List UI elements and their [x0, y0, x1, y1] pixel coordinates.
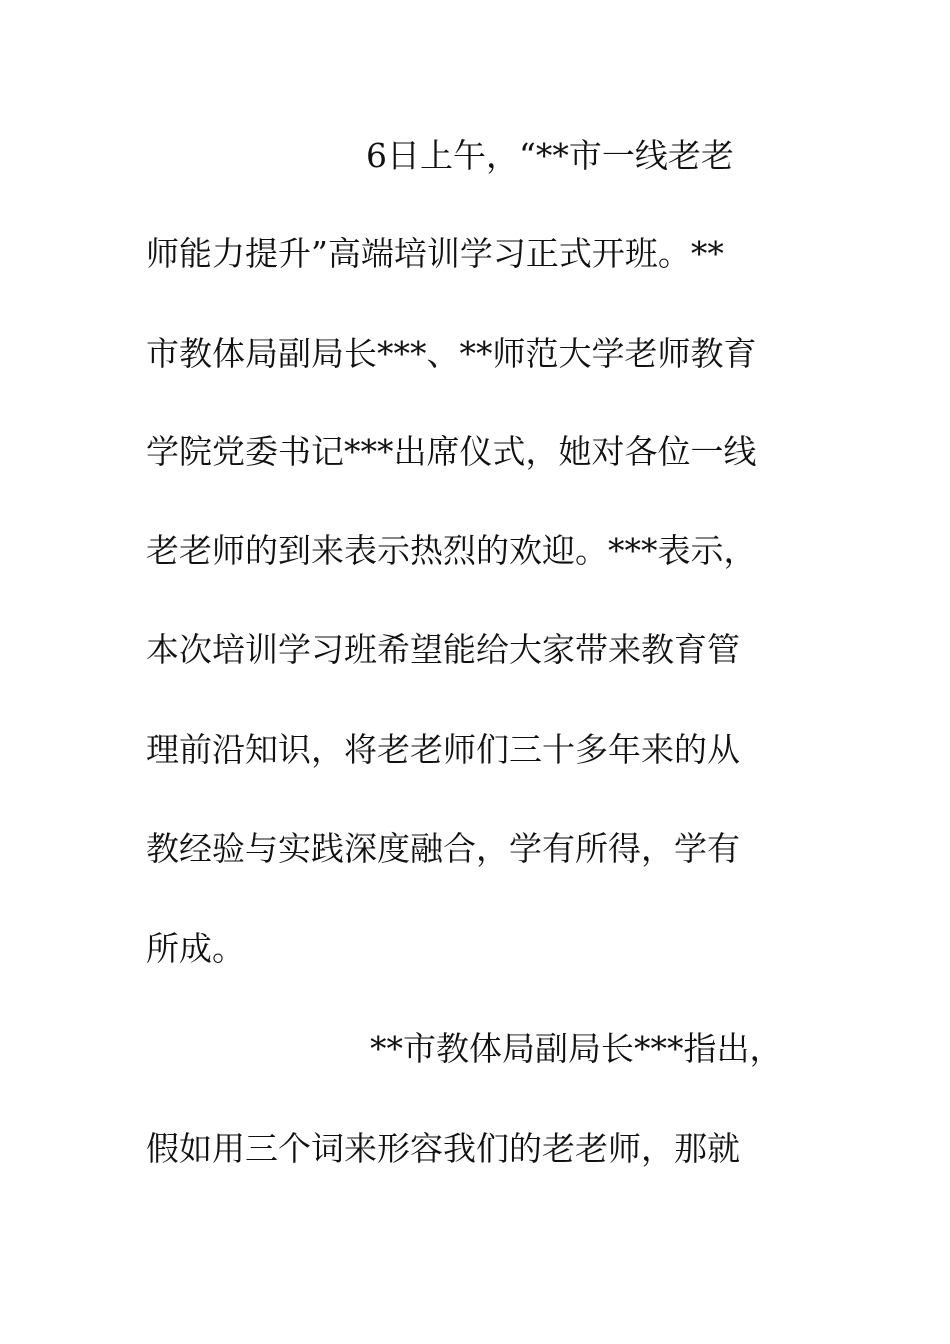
paragraph-1-line-5: 老老师的到来表示热烈的欢迎。***表示， — [146, 531, 757, 570]
paragraph-1-line-3: 市教体局副局长***、**师范大学老师教育 — [146, 334, 757, 373]
paragraph-1-line-6: 本次培训学习班希望能给大家带来教育管 — [146, 630, 740, 669]
paragraph-2-line-1: **市教体局副局长***指出， — [370, 1029, 783, 1068]
paragraph-1-line-8: 教经验与实践深度融合，学有所得，学有 — [146, 829, 740, 868]
paragraph-1-line-7: 理前沿知识，将老老师们三十多年来的从 — [146, 730, 740, 769]
paragraph-1-line-1: 6日上午，“**市一线老老 — [366, 136, 734, 175]
paragraph-1-line-2: 师能力提升”高端培训学习正式开班。** — [146, 234, 724, 273]
paragraph-1-line-4: 学院党委书记***出席仪式，她对各位一线 — [146, 432, 757, 471]
paragraph-1-line-9: 所成。 — [146, 929, 245, 968]
paragraph-2-line-2: 假如用三个词来形容我们的老老师，那就 — [146, 1129, 740, 1168]
